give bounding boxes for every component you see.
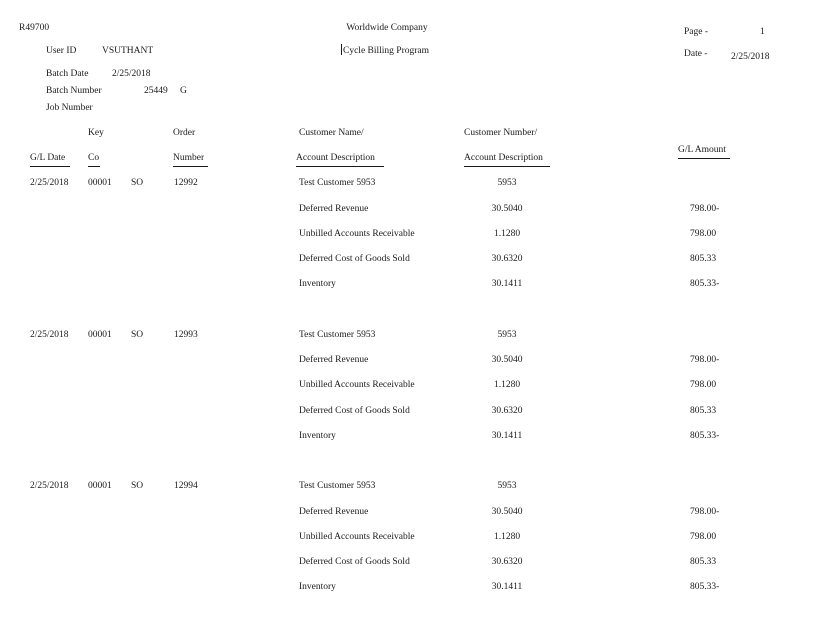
account-description: Inventory — [299, 582, 336, 592]
account-description: Unbilled Accounts Receivable — [299, 532, 415, 542]
user-id-value: VSUTHANT — [102, 46, 154, 56]
gl-amount: 798.00- — [690, 507, 720, 517]
customer-name: Test Customer 5953 — [299, 330, 376, 340]
gl-amount: 798.00 — [690, 380, 717, 390]
col-number-text: Number — [173, 153, 208, 167]
report-id: R49700 — [19, 23, 50, 33]
col-customer-name: Customer Name/ — [299, 128, 364, 138]
account-description: Unbilled Accounts Receivable — [299, 229, 415, 239]
batch-number-label: Batch Number — [46, 86, 102, 96]
gl-date: 2/25/2018 — [30, 330, 69, 340]
account-number: 1.1280 — [493, 229, 521, 239]
account-description: Deferred Revenue — [299, 507, 369, 517]
gl-amount: 798.00- — [690, 355, 720, 365]
gl-amount: 805.33 — [690, 406, 717, 416]
account-number: 30.1411 — [491, 431, 523, 441]
text-cursor — [341, 44, 342, 55]
account-number: 30.1411 — [491, 279, 523, 289]
gl-date: 2/25/2018 — [30, 178, 69, 188]
user-id-label: User ID — [46, 46, 77, 56]
account-number: 1.1280 — [493, 532, 521, 542]
col-key: Key — [88, 128, 104, 138]
col-gl-date-text: G/L Date — [30, 153, 70, 167]
job-number-label: Job Number — [46, 103, 93, 113]
customer-name: Test Customer 5953 — [299, 178, 376, 188]
batch-date-label: Batch Date — [46, 69, 89, 79]
col-order: Order — [173, 128, 196, 138]
company-code: 00001 — [88, 481, 112, 491]
order-type: SO — [131, 481, 144, 491]
col-gl-amount — [678, 145, 730, 159]
company-code: 00001 — [88, 178, 112, 188]
col-co-text: Co — [88, 153, 100, 167]
account-number: 30.6320 — [491, 254, 523, 264]
batch-date-value: 2/25/2018 — [112, 69, 151, 79]
account-number: 30.1411 — [491, 582, 523, 592]
col-gl-date — [30, 153, 70, 167]
col-account-description — [296, 153, 384, 167]
account-description: Deferred Revenue — [299, 204, 369, 214]
account-description: Deferred Cost of Goods Sold — [299, 254, 410, 264]
customer-number: 5953 — [497, 178, 517, 188]
col-customer-number: Customer Number/ — [464, 128, 538, 138]
company-name: Worldwide Company — [346, 23, 428, 33]
col-account-description-2-text: Account Description — [464, 153, 550, 167]
batch-number-value: 25449 — [144, 86, 168, 96]
gl-amount: 805.33 — [690, 254, 717, 264]
page-number: 1 — [760, 27, 765, 37]
account-description: Inventory — [299, 431, 336, 441]
gl-amount: 805.33- — [690, 431, 720, 441]
col-account-description-text: Account Description — [296, 153, 384, 167]
order-type: SO — [131, 178, 144, 188]
col-gl-amount-text: G/L Amount — [678, 145, 730, 159]
account-number: 1.1280 — [493, 380, 521, 390]
journal-group — [0, 330, 814, 460]
company-code: 00001 — [88, 330, 112, 340]
col-co — [88, 153, 100, 167]
account-description: Unbilled Accounts Receivable — [299, 380, 415, 390]
program-title-text: Cycle Billing Program — [343, 46, 430, 56]
customer-number: 5953 — [497, 481, 517, 491]
gl-amount: 798.00 — [690, 229, 717, 239]
account-number: 30.5040 — [491, 507, 523, 517]
account-number: 30.6320 — [491, 406, 523, 416]
account-description: Inventory — [299, 279, 336, 289]
order-number: 12993 — [174, 330, 198, 340]
page-label: Page - — [684, 27, 709, 37]
customer-number: 5953 — [497, 330, 517, 340]
account-number: 30.5040 — [491, 204, 523, 214]
journal-group — [0, 481, 814, 611]
customer-name: Test Customer 5953 — [299, 481, 376, 491]
gl-amount: 805.33- — [690, 582, 720, 592]
journal-group — [0, 178, 814, 308]
account-number: 30.5040 — [491, 355, 523, 365]
date-value: 2/25/2018 — [731, 52, 770, 62]
order-type: SO — [131, 330, 144, 340]
col-number — [173, 153, 208, 167]
account-description: Deferred Cost of Goods Sold — [299, 406, 410, 416]
program-title — [341, 44, 429, 57]
gl-amount: 805.33- — [690, 279, 720, 289]
batch-type: G — [180, 86, 187, 96]
date-label: Date - — [684, 49, 708, 59]
order-number: 12994 — [174, 481, 198, 491]
order-number: 12992 — [174, 178, 198, 188]
gl-amount: 798.00 — [690, 532, 717, 542]
gl-amount: 798.00- — [690, 204, 720, 214]
col-account-description-2 — [464, 153, 550, 167]
account-description: Deferred Revenue — [299, 355, 369, 365]
account-number: 30.6320 — [491, 557, 523, 567]
account-description: Deferred Cost of Goods Sold — [299, 557, 410, 567]
gl-date: 2/25/2018 — [30, 481, 69, 491]
gl-amount: 805.33 — [690, 557, 717, 567]
